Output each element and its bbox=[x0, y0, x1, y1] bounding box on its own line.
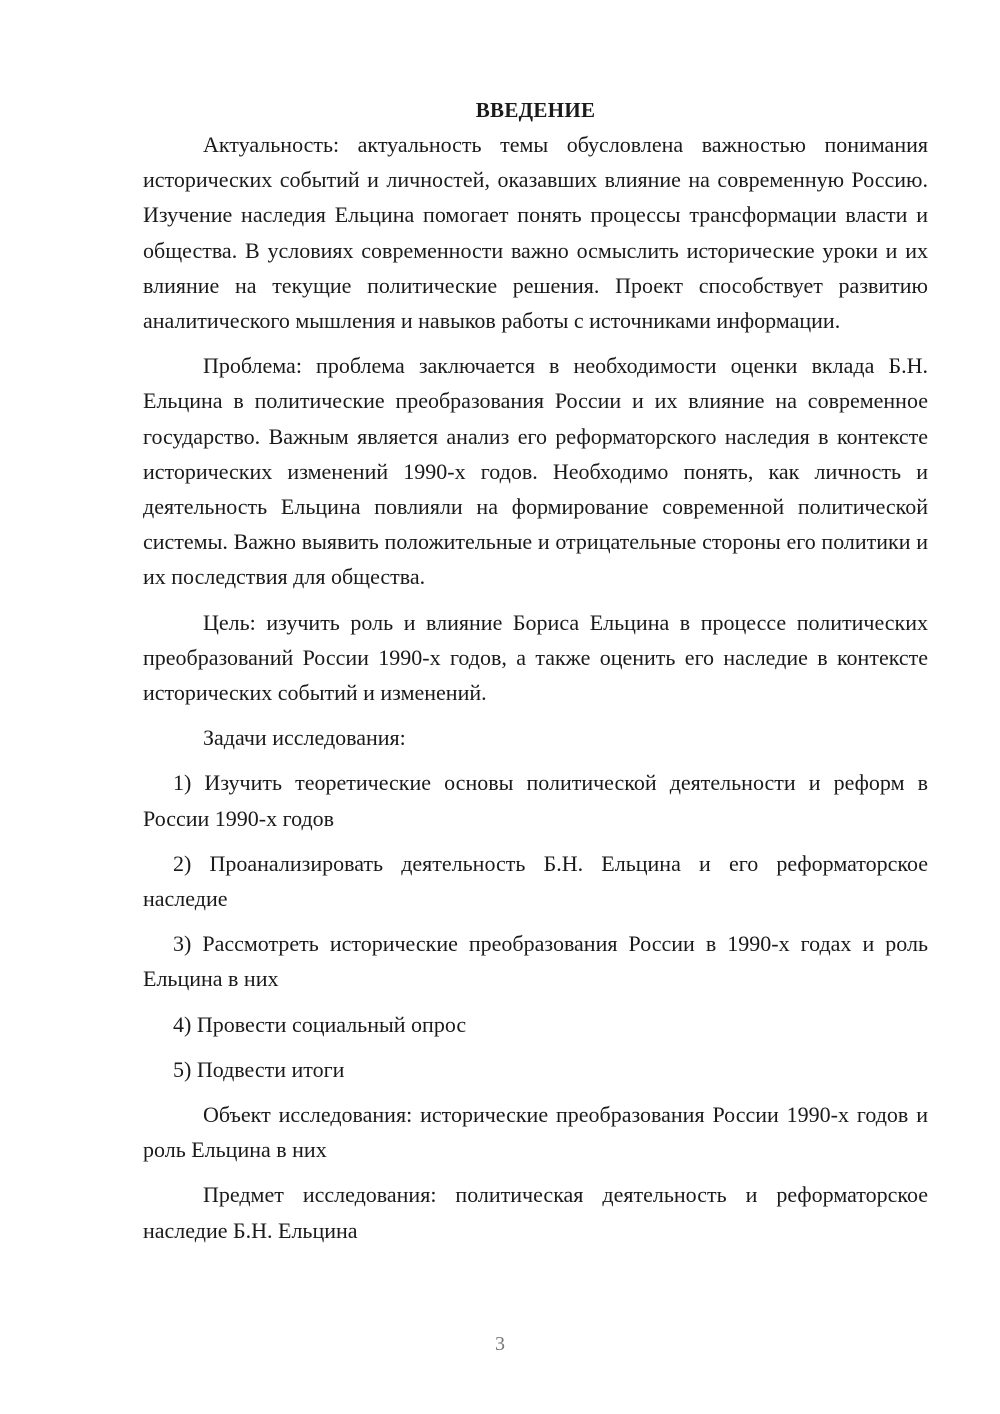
section-title: ВВЕДЕНИЕ bbox=[475, 98, 596, 122]
tasks-heading: Задачи исследования: bbox=[203, 725, 406, 751]
problem-paragraph: Проблема: проблема заключается в необходимости оценки вклада Б.Н. Ельцина в политические преобразования России и их влияние на современное государство. Важным является анализ его реформаторского наследия в контексте исторических изменений 1990-х годов. Необходимо понять, как личность и деятельность Ельцина повлияли на формирование современной политической системы. Важно выявить положительные и отрицательные стороны его политики и их последствия для общества. bbox=[143, 353, 928, 590]
goal-paragraph: Цель: изучить роль и влияние Бориса Ельцина в процессе политических преобразований России 1990-х годов, а также оценить его наследие в контексте исторических событий и изменений. bbox=[143, 609, 928, 706]
task-item-1: 1) Изучить теоретические основы политической деятельности и реформ в России 1990-х годов bbox=[143, 770, 928, 831]
task-item-4: 4) Провести социальный опрос bbox=[173, 1011, 467, 1037]
relevance-paragraph: Актуальность: актуальность темы обусловлена важностью понимания исторических событий и личностей, оказавших влияние на современную Россию. Изучение наследия Ельцина помогает понять процессы трансформации власти и общества. В условиях современности важно осмыслить исторические уроки и их влияние на текущие политические решения. Проект способствует развитию аналитического мышления и навыков работы с источниками информации. bbox=[143, 132, 928, 334]
task-item-2: 2) Проанализировать деятельность Б.Н. Ельцина и его реформаторское наследие bbox=[143, 850, 928, 912]
task-item-5: 5) Подвести итоги bbox=[173, 1056, 345, 1082]
object-paragraph: Объект исследования: исторические преобразования России 1990-х годов и роль Ельцина в них bbox=[143, 1102, 928, 1163]
page-number: 3 bbox=[495, 1333, 505, 1355]
document-page bbox=[143, 95, 928, 1258]
task-item-3: 3) Рассмотреть исторические преобразования России в 1990-х годах и роль Ельцина в них bbox=[143, 931, 928, 992]
subject-paragraph: Предмет исследования: политическая деятельность и реформаторское наследие Б.Н. Ельцина bbox=[143, 1182, 928, 1243]
